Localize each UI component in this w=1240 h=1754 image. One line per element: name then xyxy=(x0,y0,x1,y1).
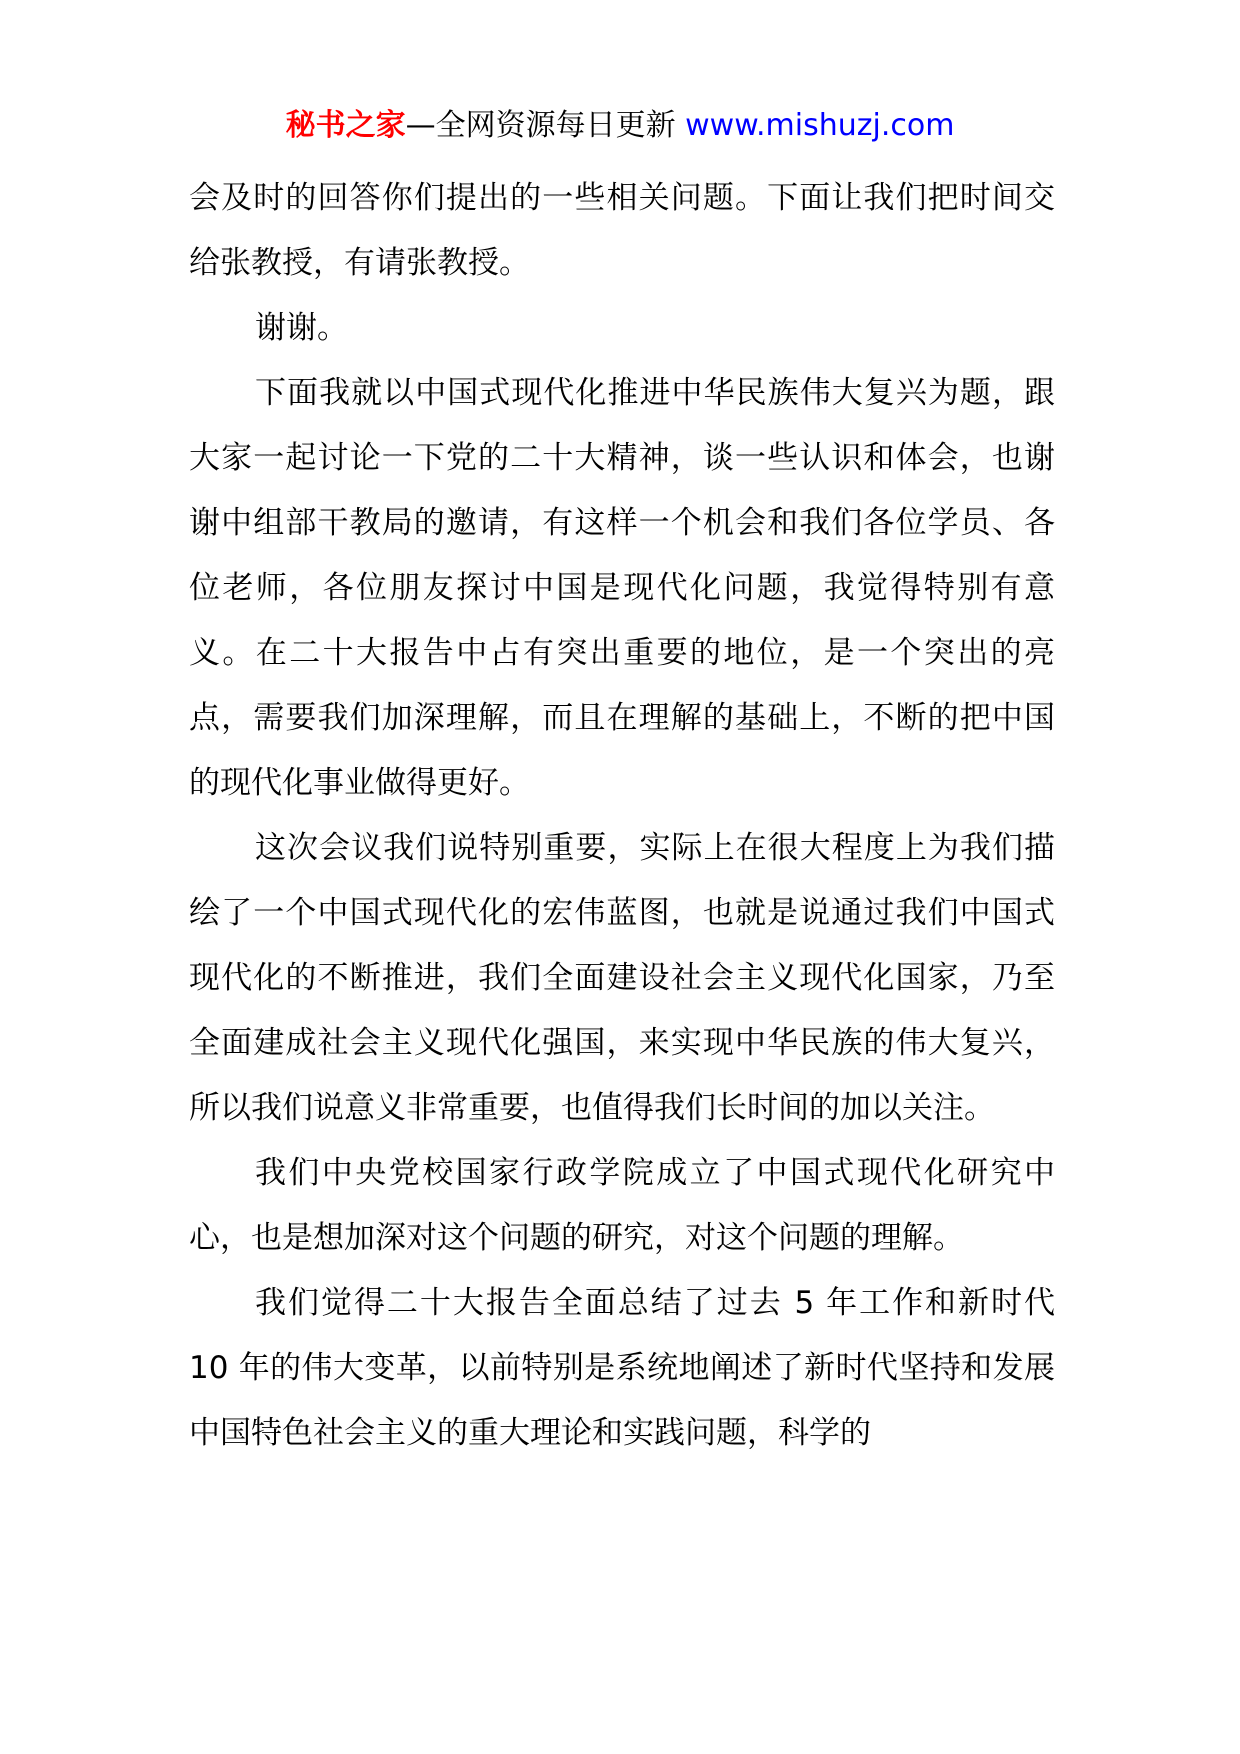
brand-name: 秘书之家 xyxy=(285,108,406,143)
page-header xyxy=(0,104,1240,148)
paragraph-topic-intro: 下面我就以中国式现代化推进中华民族伟大复兴为题，跟大家一起讨论一下党的二十大精神，谈一些认识和体会，也谢谢中组部干教局的邀请，有这样一个机会和我们各位学员、各位老师，各位朋友探讨中国是现代化问题，我觉得特别有意义。在二十大报告中占有突出重要的地位，是一个突出的亮点，需要我们加深理解，而且在理解的基础上，不断的把中国的现代化事业做得更好。 xyxy=(189,375,1055,801)
paragraph-continuation: 会及时的回答你们提出的一些相关问题。下面让我们把时间交给张教授，有请张教授。 xyxy=(189,180,1055,281)
paragraph-research-center: 我们中央党校国家行政学院成立了中国式现代化研究中心，也是想加深对这个问题的研究，对这个问题的理解。 xyxy=(189,1155,1055,1256)
paragraph-thanks: 谢谢。 xyxy=(255,310,348,346)
paragraph-report-summary: 我们觉得二十大报告全面总结了过去 5 年工作和新时代 10 年的伟大变革，以前特别是系统地阐述了新时代坚持和发展中国特色社会主义的重大理论和实践问题，科学的 xyxy=(189,1285,1055,1451)
paragraph-meeting-significance: 这次会议我们说特别重要，实际上在很大程度上为我们描绘了一个中国式现代化的宏伟蓝图，也就是说通过我们中国式现代化的不断推进，我们全面建设社会主义现代化国家，乃至全面建成社会主义现代化强国，来实现中华民族的伟大复兴，所以我们说意义非常重要，也值得我们长时间的加以关注。 xyxy=(189,830,1055,1126)
header-tagline: —全网资源每日更新 xyxy=(405,108,686,143)
document-body xyxy=(189,166,1055,1466)
website-link[interactable]: www.mishuzj.com xyxy=(685,108,955,143)
